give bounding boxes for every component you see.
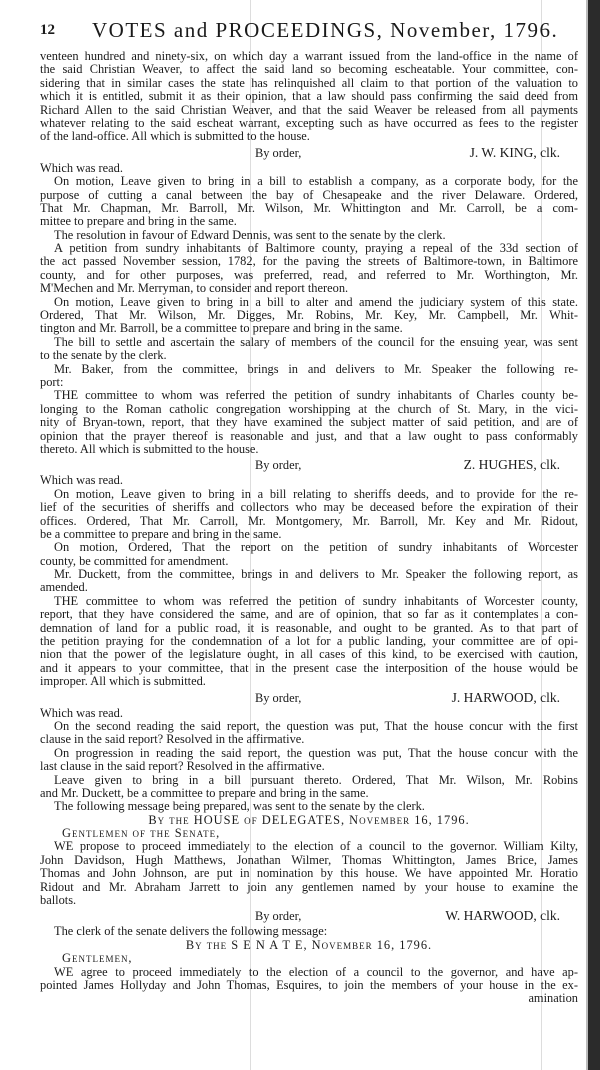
text-line: lief of the securities of sheriffs and collectors who may be deceased before the expiration of their <box>40 500 578 515</box>
text-line: Leave given to bring in a bill pursuant thereto. Ordered, That Mr. Wilson, Mr. Robins <box>54 772 578 787</box>
text-line: Richard Allen to the said Christian Weaver, and that the said Weaver be released from all payments <box>40 102 578 117</box>
message-heading: By the S E N A T E, November 16, 1796. <box>185 937 433 952</box>
text-line: be a committee to prepare and bring in the same. <box>40 526 282 541</box>
text-line: purpose of cutting a canal between the bay of Chesapeake and the river Delaware. Ordered, <box>40 187 578 202</box>
clerk-signature: J. HARWOOD, clk. <box>451 689 560 705</box>
text-line: The bill to settle and ascertain the salary of members of the council for the ensuing year, was sent <box>54 334 578 349</box>
text-line: Ridout and Mr. Abraham Jarrett to join any gentlemen named by your house to examine the <box>40 879 578 894</box>
text-line: On the second reading the said report, the question was put, That the house concur with the first <box>54 718 578 733</box>
text-line: On motion, Ordered, That the report on the petition of sundry inhabitants of Worcester <box>54 540 578 555</box>
text-line: and Mr. Duckett, be a committee to prepare and bring in the same. <box>40 785 369 800</box>
by-order-text: By order, <box>255 145 302 160</box>
text-line: port: <box>40 374 64 389</box>
text-line: nity of Bryan-town, report, that they have examined the subject matter of said petition, and are of <box>40 415 578 430</box>
scan-border <box>588 0 600 1070</box>
text-line: WE agree to proceed immediately to the election of a council to the governor, and have ap- <box>54 964 578 979</box>
text-line: Thomas and John Johnson, are put in nomination by this house. We have appointed Mr. Horatio <box>40 866 578 881</box>
text-line: On motion, Leave given to bring in a bill to establish a company, as a corporate body, for the <box>54 174 578 189</box>
signature-block <box>40 457 578 473</box>
text-line: Gentlemen, <box>62 951 133 966</box>
text-line: Ordered, That Mr. Wilson, Mr. Digges, Mr. Robins, Mr. Key, Mr. Campbell, Mr. Whit- <box>40 308 578 323</box>
text-line: the petition praying for the condemnation of a lot for a public landing, your committee are of opi- <box>40 634 578 649</box>
text-line: county, and for other purposes, was preferred, read, and referred to Mr. Worthington, Mr. <box>40 267 578 282</box>
text-line: nion that the power of the legislature ought, in all cases of this kind, to be exercised with caution, <box>40 647 578 662</box>
text-line: A petition from sundry inhabitants of Baltimore county, praying a repeal of the 33d section of <box>54 241 578 256</box>
message-heading: By the HOUSE of DELEGATES, November 16, 1796. <box>148 812 470 827</box>
text-line: ballots. <box>40 893 77 908</box>
signature-block <box>40 908 578 924</box>
clerk-signature: J. W. KING, clk. <box>469 144 560 160</box>
text-line: of the land-office. All which is submitted to the house. <box>40 129 310 144</box>
page-number: 12 <box>40 22 55 38</box>
text-line: and it appears to your committee, that in the present case the interposition of the house would be <box>40 660 578 675</box>
text-line: thereto. All which is submitted to the house. <box>40 441 259 456</box>
text-line: amination <box>528 991 578 1006</box>
text-line: to the senate by the clerk. <box>40 348 167 363</box>
text-line: That Mr. Chapman, Mr. Barroll, Mr. Wilson, Mr. Whittington and Mr. Carroll, be a com- <box>40 200 578 215</box>
text-line: clause in the said report? Resolved in the affirmative. <box>40 732 305 747</box>
text-line: offices. Ordered, That Mr. Carroll, Mr. Montgomery, Mr. Barroll, Mr. Key and Mr. Ridout, <box>40 513 578 528</box>
text-line: venteen hundred and ninety-six, on which day a warrant issued from the land-office in the name of <box>40 49 578 63</box>
text-line: John Davidson, Hugh Matthews, Jonathan Wilmer, Thomas Whittington, James Brice, James <box>40 852 578 867</box>
clerk-signature: W. HARWOOD, clk. <box>445 908 560 924</box>
text-line: Mr. Baker, from the committee, brings in and delivers to Mr. Speaker the following re- <box>54 361 578 376</box>
text-line: M'Mechen and Mr. Merryman, to consider and report thereon. <box>40 281 349 296</box>
text-line: Gentlemen of the Senate, <box>62 826 221 841</box>
text-line: amended. <box>40 580 88 595</box>
signature-block <box>40 145 578 161</box>
by-order-text: By order, <box>255 458 302 473</box>
text-line: opinion that the prayer thereof is reasonable and just, and that a law ought to pass conformably <box>40 428 578 443</box>
text-line: county, be committed for amendment. <box>40 553 229 568</box>
signature-block <box>40 690 578 706</box>
text-line: On motion, Leave given to bring in a bill to alter and amend the judiciary system of this state. <box>54 294 578 309</box>
text-line: mittee to prepare and bring in the same. <box>40 214 237 229</box>
text-line: On motion, Leave given to bring in a bill relating to sheriffs deeds, and to provide for the re- <box>54 486 578 501</box>
document-body <box>40 50 578 1006</box>
clerk-signature: Z. HUGHES, clk. <box>463 457 560 473</box>
text-line: The clerk of the senate delivers the following message: <box>54 924 328 939</box>
text-line: Which was read. <box>40 160 123 175</box>
text-line: longing to the Roman catholic congregation worshipping at the church of St. Mary, in the vici- <box>40 401 578 416</box>
text-line: the said Christian Weaver, to affect the said land so becoming escheatable. Your committee, con- <box>40 62 578 77</box>
text-line: last clause in the said report? Resolved in the affirmative. <box>40 759 325 774</box>
text-line: pointed James Hollyday and John Thomas, Esquires, to join the members of your house in the ex- <box>40 978 578 992</box>
text-line: improper. All which is submitted. <box>40 674 206 689</box>
text-line: THE committee to whom was referred the petition of sundry inhabitants of Charles county be- <box>54 388 578 403</box>
text-line: THE committee to whom was referred the petition of sundry inhabitants of Worcester county, <box>54 593 578 608</box>
text-line: demnation of land for a public road, it is reasonable, and ought to be granted. As to that part of <box>40 620 578 635</box>
page-title: VOTES and PROCEEDINGS, November, 1796. <box>92 18 559 42</box>
text-line: whatever relating to the said escheat warrant, excepting such as have occurred as fees to the register <box>40 115 578 130</box>
text-line: report, that they have considered the same, and are of opinion, that so far as it contemplates a con- <box>40 607 578 622</box>
running-header <box>40 18 560 44</box>
text-line: the act passed November session, 1782, for the paving the streets of Baltimore-town, in Baltimore <box>40 254 578 269</box>
text-line: sidering that in similar cases the state has relinquished all claim to that portion of the valuation to <box>40 75 578 90</box>
by-order-text: By order, <box>255 690 302 705</box>
text-line: Which was read. <box>40 705 123 720</box>
text-line: tington and Mr. Barroll, be a committee to prepare and bring in the same. <box>40 321 403 336</box>
text-line: WE propose to proceed immediately to the election of a council to the governor. William Kilty, <box>54 839 578 854</box>
text-line: which it is entitled, submit it as their opinion, that a law should pass confirming the said deed from <box>40 89 578 104</box>
by-order-text: By order, <box>255 909 302 924</box>
text-line: Mr. Duckett, from the committee, brings in and delivers to Mr. Speaker the following report, as <box>54 567 578 582</box>
text-line: On progression in reading the said report, the question was put, That the house concur with the <box>54 745 578 760</box>
text-line: Which was read. <box>40 473 123 488</box>
text-line: The following message being prepared, was sent to the senate by the clerk. <box>54 799 425 814</box>
text-line: The resolution in favour of Edward Dennis, was sent to the senate by the clerk. <box>54 227 446 242</box>
